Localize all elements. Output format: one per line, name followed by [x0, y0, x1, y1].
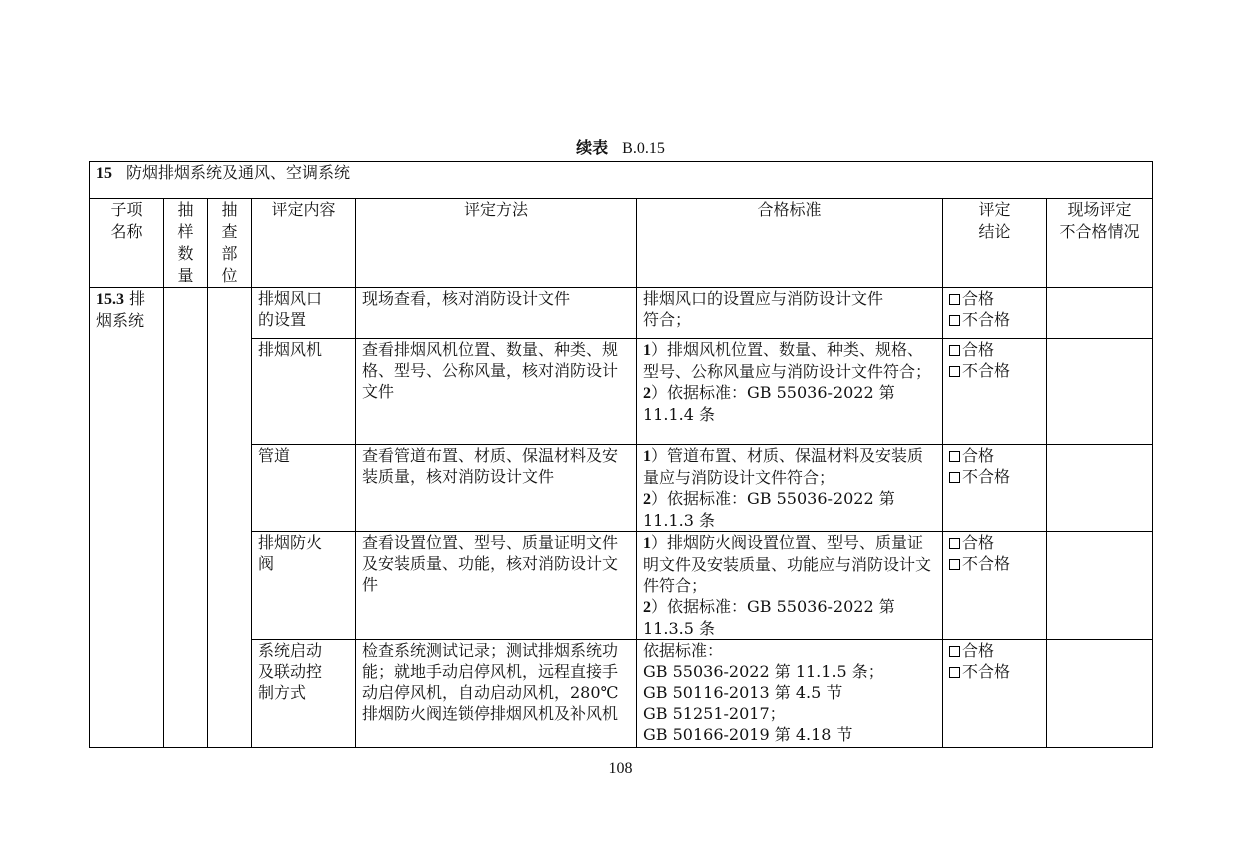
header-method: 评定方法: [356, 199, 637, 288]
checkbox-icon: [949, 366, 960, 377]
content-cell: 排烟防火 阀: [252, 532, 356, 640]
fail-checkbox[interactable]: 不合格: [949, 553, 1040, 574]
subitem-number: 15.3: [96, 291, 124, 308]
method-cell: 查看排烟风机位置、数量、种类、规格、型号、公称风量，核对消防设计文件: [356, 339, 637, 445]
section-title: 防烟排烟系统及通风、空调系统: [126, 163, 351, 182]
header-check-part: 抽查 部位: [208, 199, 252, 288]
checkbox-icon: [949, 472, 960, 483]
checkbox-icon: [949, 345, 960, 356]
header-content: 评定内容: [252, 199, 356, 288]
conclusion-cell: [943, 640, 1047, 748]
conclusion-cell: [943, 532, 1047, 640]
header-onsite: 现场评定 不合格情况: [1047, 199, 1153, 288]
table-row: [90, 288, 1153, 339]
fail-checkbox[interactable]: 不合格: [949, 661, 1040, 682]
checkbox-icon: [949, 646, 960, 657]
content-cell: 管道: [252, 445, 356, 532]
checkbox-icon: [949, 294, 960, 305]
checkbox-icon: [949, 538, 960, 549]
fail-checkbox[interactable]: 不合格: [949, 466, 1040, 487]
standard-cell: 排烟风口的设置应与消防设计文件 符合；: [637, 288, 943, 339]
content-cell: 排烟风口 的设置: [252, 288, 356, 339]
section-row: [90, 162, 1153, 199]
section-heading: [90, 162, 1153, 199]
onsite-cell: [1047, 445, 1153, 532]
section-number: 15: [96, 165, 112, 182]
method-cell: 查看管道布置、材质、保温材料及安装质量，核对消防设计文件: [356, 445, 637, 532]
conclusion-cell: [943, 445, 1047, 532]
checkbox-icon: [949, 559, 960, 570]
standard-cell: 1）排烟防火阀设置位置、型号、质量证明文件及安装质量、功能应与消防设计文件符合； 2）依据标准：GB 55036-2022 第 11.3.5 条: [637, 532, 943, 640]
pass-checkbox[interactable]: 合格: [949, 288, 1040, 309]
checkbox-icon: [949, 315, 960, 326]
checkbox-icon: [949, 667, 960, 678]
onsite-cell: [1047, 288, 1153, 339]
method-cell: 检查系统测试记录；测试排烟系统功能；就地手动启停风机，远程直接手动启停风机，自动启动风机，280℃排烟防火阀连锁停排烟风机及补风机: [356, 640, 637, 748]
header-subitem: 子项 名称: [90, 199, 164, 288]
caption-number: B.0.15: [622, 140, 665, 157]
table-caption: [0, 137, 1241, 160]
evaluation-table: [89, 161, 1153, 748]
method-cell: 查看设置位置、型号、质量证明文件及安装质量、功能，核对消防设计文件: [356, 532, 637, 640]
check-part-cell: [208, 288, 252, 748]
header-conclusion: 评定 结论: [943, 199, 1047, 288]
page-number: 108: [608, 760, 633, 777]
subitem-text-1: 排: [124, 289, 146, 308]
conclusion-cell: [943, 288, 1047, 339]
sample-count-cell: [164, 288, 208, 748]
standard-cell: 1）管道布置、材质、保温材料及安装质量应与消防设计文件符合； 2）依据标准：GB 55036-2022 第 11.1.3 条: [637, 445, 943, 532]
subitem-name-cell: [90, 288, 164, 748]
content-cell: 排烟风机: [252, 339, 356, 445]
standard-cell: 1）排烟风机位置、数量、种类、规格、型号、公称风量应与消防设计文件符合； 2）依据标准：GB 55036-2022 第 11.1.4 条: [637, 339, 943, 445]
conclusion-cell: [943, 339, 1047, 445]
onsite-cell: [1047, 339, 1153, 445]
subitem-text-2: 烟系统: [96, 311, 145, 330]
method-cell: 现场查看，核对消防设计文件: [356, 288, 637, 339]
checkbox-icon: [949, 451, 960, 462]
fail-checkbox[interactable]: 不合格: [949, 360, 1040, 381]
standard-cell: 依据标准： GB 55036-2022 第 11.1.5 条； GB 50116-2013 第 4.5 节 GB 51251-2017； GB 50166-2019 第 4.18 节: [637, 640, 943, 748]
caption-label: 续表: [576, 138, 609, 157]
onsite-cell: [1047, 640, 1153, 748]
fail-checkbox[interactable]: 不合格: [949, 309, 1040, 330]
header-standard: 合格标准: [637, 199, 943, 288]
header-sample-count: 抽样 数量: [164, 199, 208, 288]
pass-checkbox[interactable]: 合格: [949, 640, 1040, 661]
onsite-cell: [1047, 532, 1153, 640]
pass-checkbox[interactable]: 合格: [949, 339, 1040, 360]
content-cell: 系统启动 及联动控 制方式: [252, 640, 356, 748]
header-row: [90, 199, 1153, 288]
pass-checkbox[interactable]: 合格: [949, 532, 1040, 553]
pass-checkbox[interactable]: 合格: [949, 445, 1040, 466]
